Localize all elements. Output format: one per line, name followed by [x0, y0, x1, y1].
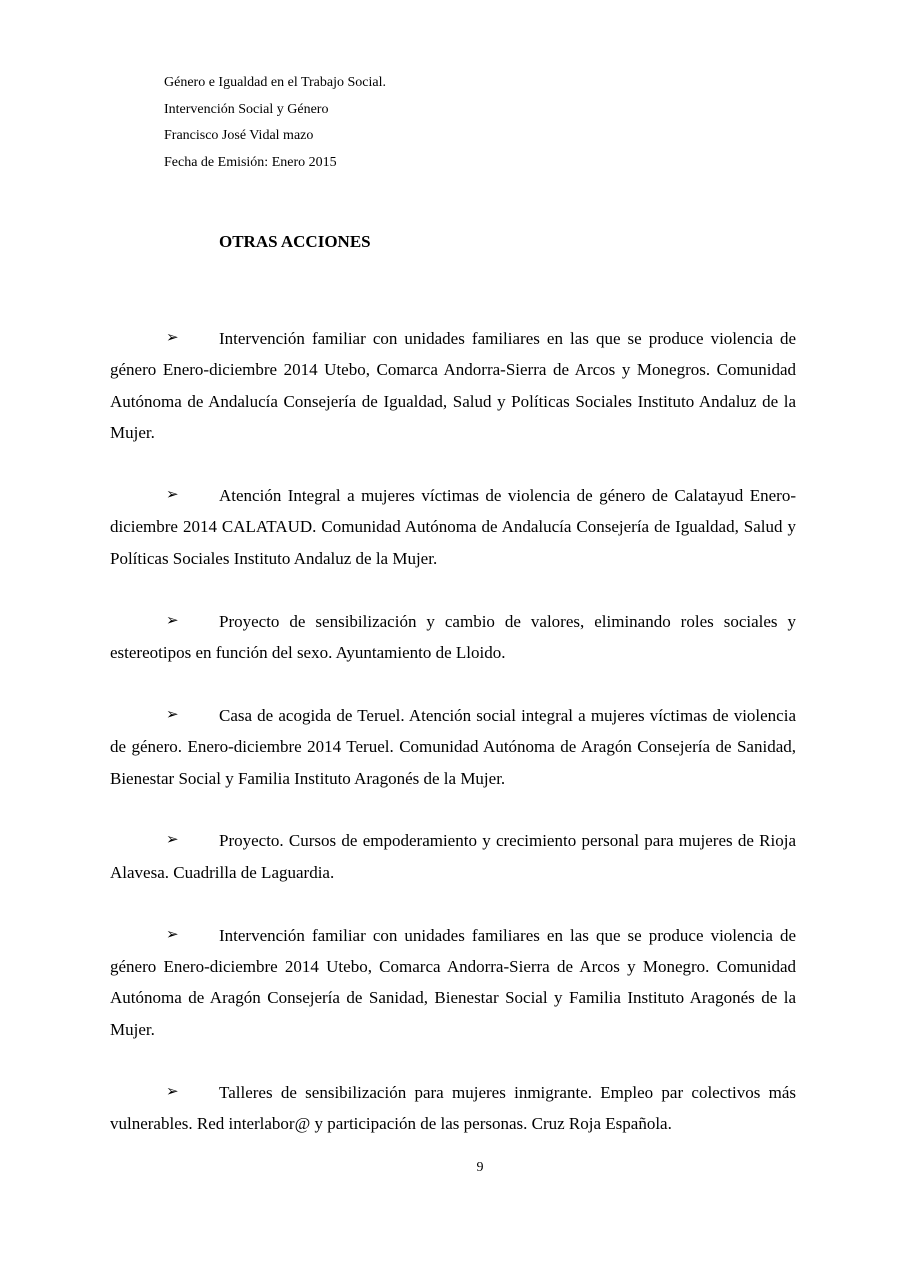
list-item-text: Talleres de sensibilización para mujeres inmigrante. Empleo par colectivos más vulnerables. Red interlabor@ y participación de las personas. Cruz Roja Española.: [110, 1082, 796, 1134]
list-item: [110, 825, 796, 888]
list-item-text: Intervención familiar con unidades familiares en las que se produce violencia de género Enero-diciembre 2014 Utebo, Comarca Andorra-Sierra de Arcos y Monegro. Comunidad Autónoma de Aragón Consejería de Sanidad, Bienestar Social y Familia Instituto Aragonés de la Mujer.: [110, 925, 796, 1039]
arrow-bullet-icon: ➢: [166, 832, 179, 849]
arrow-bullet-icon: ➢: [166, 487, 179, 504]
arrow-bullet-icon: ➢: [166, 926, 179, 943]
list-item-text: Casa de acogida de Teruel. Atención social integral a mujeres víctimas de violencia de género. Enero-diciembre 2014 Teruel. Comunidad Autónoma de Aragón Consejería de Sanidad, Bienestar Social y Familia Instituto Aragonés de la Mujer.: [110, 705, 796, 788]
document-header: [164, 70, 386, 176]
list-item-text: Proyecto. Cursos de empoderamiento y crecimiento personal para mujeres de Rioja Alavesa. Cuadrilla de Laguardia.: [110, 831, 796, 882]
list-item: [110, 323, 796, 449]
header-line-date: Fecha de Emisión: Enero 2015: [164, 154, 337, 170]
page-number: 9: [476, 1160, 484, 1175]
header-line-course: Género e Igualdad en el Trabajo Social.: [164, 75, 386, 90]
actions-list: [110, 323, 796, 1171]
section-title: OTRAS ACCIONES: [219, 232, 371, 251]
header-line-author: Francisco José Vidal mazo: [164, 128, 314, 143]
arrow-bullet-icon: ➢: [166, 706, 179, 723]
arrow-bullet-icon: ➢: [166, 612, 179, 629]
arrow-bullet-icon: ➢: [166, 330, 179, 346]
header-line-subject: Intervención Social y Género: [164, 101, 329, 117]
list-item-text: Atención Integral a mujeres víctimas de violencia de género de Calatayud Enero-diciembre 2014 CALATAUD. Comunidad Autónoma de Andalucía Consejería de Igualdad, Salud y Políticas Sociales Instituto Andaluz de la Mujer.: [110, 486, 796, 568]
arrow-bullet-icon: ➢: [166, 1083, 179, 1100]
list-item-text: Proyecto de sensibilización y cambio de valores, eliminando roles sociales y estereotipos en función del sexo. Ayuntamiento de Lloido.: [110, 611, 796, 663]
list-item: [110, 480, 796, 574]
list-item-text: Intervención familiar con unidades familiares en las que se produce violencia de género Enero-diciembre 2014 Utebo, Comarca Andorra-Sierra de Arcos y Monegros. Comunidad Autónoma de Andalucía Consejería de Igualdad, Salud y Políticas Sociales Instituto Andaluz de la Mujer.: [110, 329, 796, 443]
list-item: [110, 606, 796, 669]
list-item: [110, 700, 796, 794]
list-item: [110, 1077, 796, 1140]
list-item: [110, 920, 796, 1046]
